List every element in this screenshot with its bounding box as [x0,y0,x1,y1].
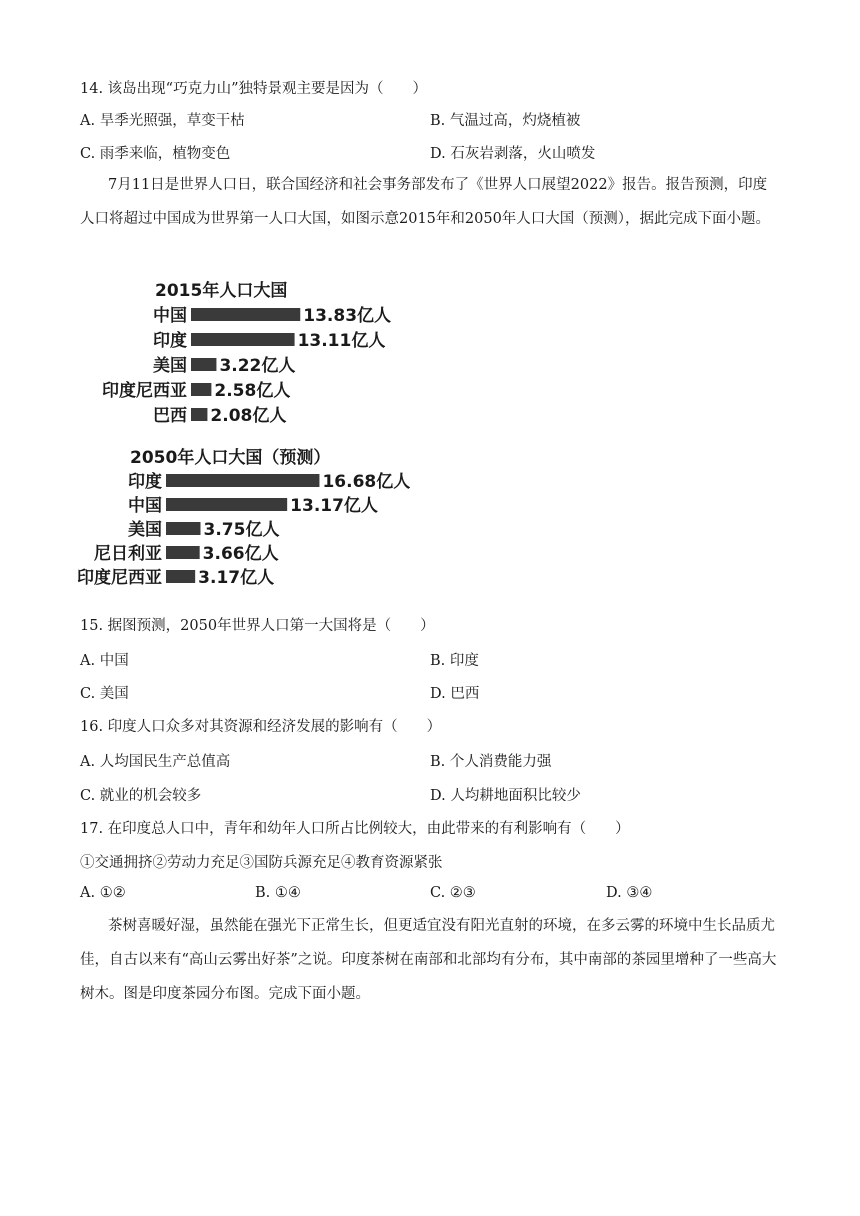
q14-option-c[interactable]: C. 雨季来临，植物变色 [80,146,231,162]
population-bar [166,522,201,535]
passage-text: 7月11日是世界人口日，联合国经济和社会事务部发布了《世界人口展望2022》报告。报告预测，印度人口将超过中国成为世界第一人口大国，如图示意2015年和2050年人口大国（预测），据此完成下面小题。 [80,177,771,227]
value-label: 2.58亿人 [214,381,291,401]
passage-text: 茶树喜暖好湿，虽然能在强光下正常生长，但更适宜没有阳光直射的环境，在多云雾的环境中生长品质尤佳，自古以来有“高山云雾出好茶”之说。印度茶树在南部和北部均有分布，其中南部的茶园里增种了一些高大树木。图是印度茶园分布图。完成下面小题。 [80,918,777,1002]
q16-option-a[interactable]: A. 人均国民生产总值高 [80,754,231,770]
population-bar [191,383,211,396]
population-bar [191,408,207,421]
q17-statements: ①交通拥挤②劳动力充足③国防兵源充足④教育资源紧张 [80,855,443,871]
q15-stem: 15. 据图预测，2050年世界人口第一大国将是（ ） [80,618,435,634]
category-label: 印度 [128,472,162,492]
chart-title: 2050年人口大国（预测） [130,448,331,468]
q16-option-b[interactable]: B. 个人消费能力强 [430,754,552,770]
value-label: 3.17亿人 [198,568,275,588]
category-label: 印度尼西亚 [77,568,162,588]
population-bar [166,474,319,487]
category-label: 美国 [153,356,187,376]
population-bar [166,546,200,559]
value-label: 13.11亿人 [297,331,386,351]
value-label: 3.75亿人 [203,520,280,540]
category-label: 巴西 [153,406,187,426]
q15-option-c[interactable]: C. 美国 [80,686,129,702]
value-label: 3.66亿人 [202,544,279,564]
value-label: 13.83亿人 [303,306,392,326]
category-label: 中国 [128,496,162,516]
population-bar [166,570,195,583]
population-bar [166,498,287,511]
q17-option-c[interactable]: C. ②③ [430,885,476,901]
q14-option-d[interactable]: D. 石灰岩剥落，火山喷发 [430,146,596,162]
q14-stem: 14. 该岛出现“巧克力山”独特景观主要是因为（ ） [80,81,427,97]
category-label: 美国 [128,520,162,540]
q16-stem: 16. 印度人口众多对其资源和经济发展的影响有（ ） [80,719,442,735]
q17-stem: 17. 在印度总人口中，青年和幼年人口所占比例较大，由此带来的有利影响有（ ） [80,821,630,837]
category-label: 印度尼西亚 [102,381,187,401]
q15-option-b[interactable]: B. 印度 [430,653,479,669]
q15-option-d[interactable]: D. 巴西 [430,686,480,702]
value-label: 2.08亿人 [210,406,287,426]
q17-option-d[interactable]: D. ③④ [606,885,653,901]
q14-option-b[interactable]: B. 气温过高，灼烧植被 [430,113,581,129]
q14-option-a[interactable]: A. 旱季光照强，草变干枯 [80,113,245,129]
value-label: 3.22亿人 [219,356,296,376]
population-bar [191,358,216,371]
q16-option-c[interactable]: C. 就业的机会较多 [80,788,202,804]
population-bar [191,333,295,346]
category-label: 中国 [153,306,187,326]
category-label: 印度 [153,331,187,351]
passage-tea [80,909,780,1011]
value-label: 16.68亿人 [322,472,411,492]
q15-option-a[interactable]: A. 中国 [80,653,129,669]
category-label: 尼日利亚 [94,544,162,564]
chart-title: 2015年人口大国 [155,281,288,301]
q16-option-d[interactable]: D. 人均耕地面积比较少 [430,788,581,804]
q17-option-a[interactable]: A. ①② [80,885,126,901]
q17-option-b[interactable]: B. ①④ [255,885,301,901]
passage-population-day [80,168,780,236]
value-label: 13.17亿人 [290,496,378,516]
population-bar [191,308,300,321]
